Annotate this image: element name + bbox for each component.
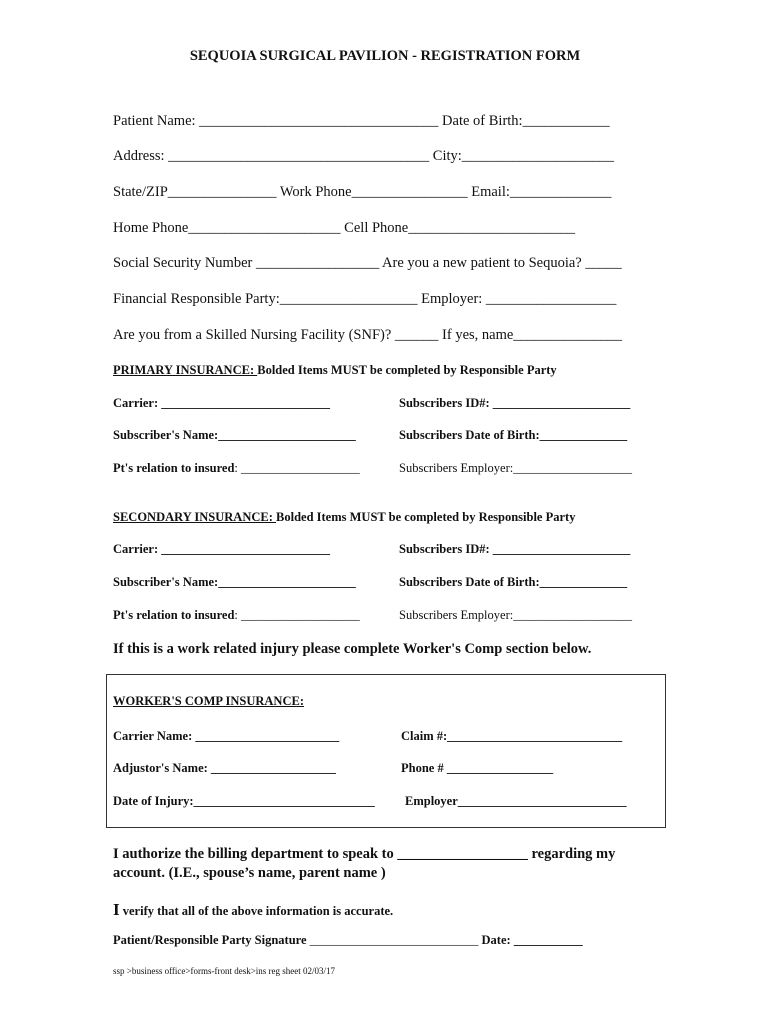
verify-rest: verify that all of the above information is accurate. [119,904,394,918]
ssn-new-patient-line[interactable]: Social Security Number _________________ Are you a new patient to Sequoia? _____ [113,255,622,271]
primary-subscriber-name-field[interactable]: Subscriber's Name:______________________ [113,428,356,442]
secondary-relation-field[interactable] [113,608,360,623]
verify-first-letter: I [113,900,120,919]
primary-relation-label: Pt's relation to insured [113,461,235,475]
form-title: SEQUOIA SURGICAL PAVILION - REGISTRATION FORM [189,48,581,64]
footer-path: ssp >business office>forms-front desk>ins reg sheet 02/03/17 [113,966,336,976]
secondary-subscriber-id-field[interactable]: Subscribers ID#: ______________________ [399,542,631,556]
secondary-insurance-title: SECONDARY INSURANCE: [113,510,277,524]
wc-carrier-name-field[interactable]: Carrier Name: _______________________ [113,729,340,743]
secondary-carrier-field[interactable]: Carrier: ___________________________ [113,542,330,556]
primary-insurance-title: PRIMARY INSURANCE: [113,363,258,377]
primary-insurance-header [113,363,557,378]
authorize-line-1[interactable]: I authorize the billing department to speak to __________________ regarding my [113,846,616,862]
home-cell-phone-line[interactable]: Home Phone_____________________ Cell Phone_______________________ [113,220,575,236]
snf-line[interactable]: Are you from a Skilled Nursing Facility (SNF)? ______ If yes, name_______________ [113,327,623,343]
primary-relation-blank[interactable]: : ___________________ [234,461,360,475]
secondary-relation-label: Pt's relation to insured [113,608,235,622]
primary-subscriber-dob-field[interactable]: Subscribers Date of Birth:______________ [399,428,628,442]
signature-field[interactable]: ___________________________ [309,933,479,947]
wc-injury-date-field[interactable]: Date of Injury:_____________________________ [113,794,375,808]
verify-statement [113,900,393,920]
secondary-subscriber-name-field[interactable]: Subscriber's Name:______________________ [113,575,356,589]
patient-name-dob-line[interactable]: Patient Name: _________________________________ Date of Birth:____________ [113,113,610,129]
date-label: Date: [478,933,514,947]
wc-employer-field[interactable]: Employer___________________________ [405,794,627,808]
primary-subscriber-id-field[interactable]: Subscribers ID#: ______________________ [399,396,631,410]
address-city-line[interactable]: Address: ____________________________________ City:_____________________ [113,148,615,164]
primary-insurance-note: Bolded Items MUST be completed by Responsible Party [257,363,557,377]
signature-label: Patient/Responsible Party Signature [113,933,310,947]
secondary-subscriber-dob-field[interactable]: Subscribers Date of Birth:______________ [399,575,628,589]
state-work-email-line[interactable]: State/ZIP_______________ Work Phone________________ Email:______________ [113,184,612,200]
secondary-insurance-header [113,510,575,525]
secondary-insurance-note: Bolded Items MUST be completed by Responsible Party [276,510,576,524]
wc-claim-field[interactable]: Claim #:____________________________ [401,729,623,743]
signature-line [113,933,583,948]
primary-carrier-field[interactable]: Carrier: ___________________________ [113,396,330,410]
workers-comp-header: WORKER'S COMP INSURANCE: [113,694,304,708]
work-injury-note: If this is a work related injury please complete Worker's Comp section below. [113,641,592,657]
wc-adjustor-field[interactable]: Adjustor's Name: ____________________ [113,761,336,775]
authorize-line-2: account. (I.E., spouse’s name, parent name ) [113,865,386,881]
primary-employer-field[interactable]: Subscribers Employer:___________________ [399,461,632,475]
wc-phone-field[interactable]: Phone # _________________ [401,761,554,775]
financial-employer-line[interactable]: Financial Responsible Party:___________________ Employer: __________________ [113,291,617,307]
secondary-employer-field[interactable]: Subscribers Employer:___________________ [399,608,632,622]
secondary-relation-blank[interactable]: : ___________________ [234,608,360,622]
primary-relation-field[interactable] [113,461,360,476]
date-field[interactable]: ___________ [513,933,583,947]
